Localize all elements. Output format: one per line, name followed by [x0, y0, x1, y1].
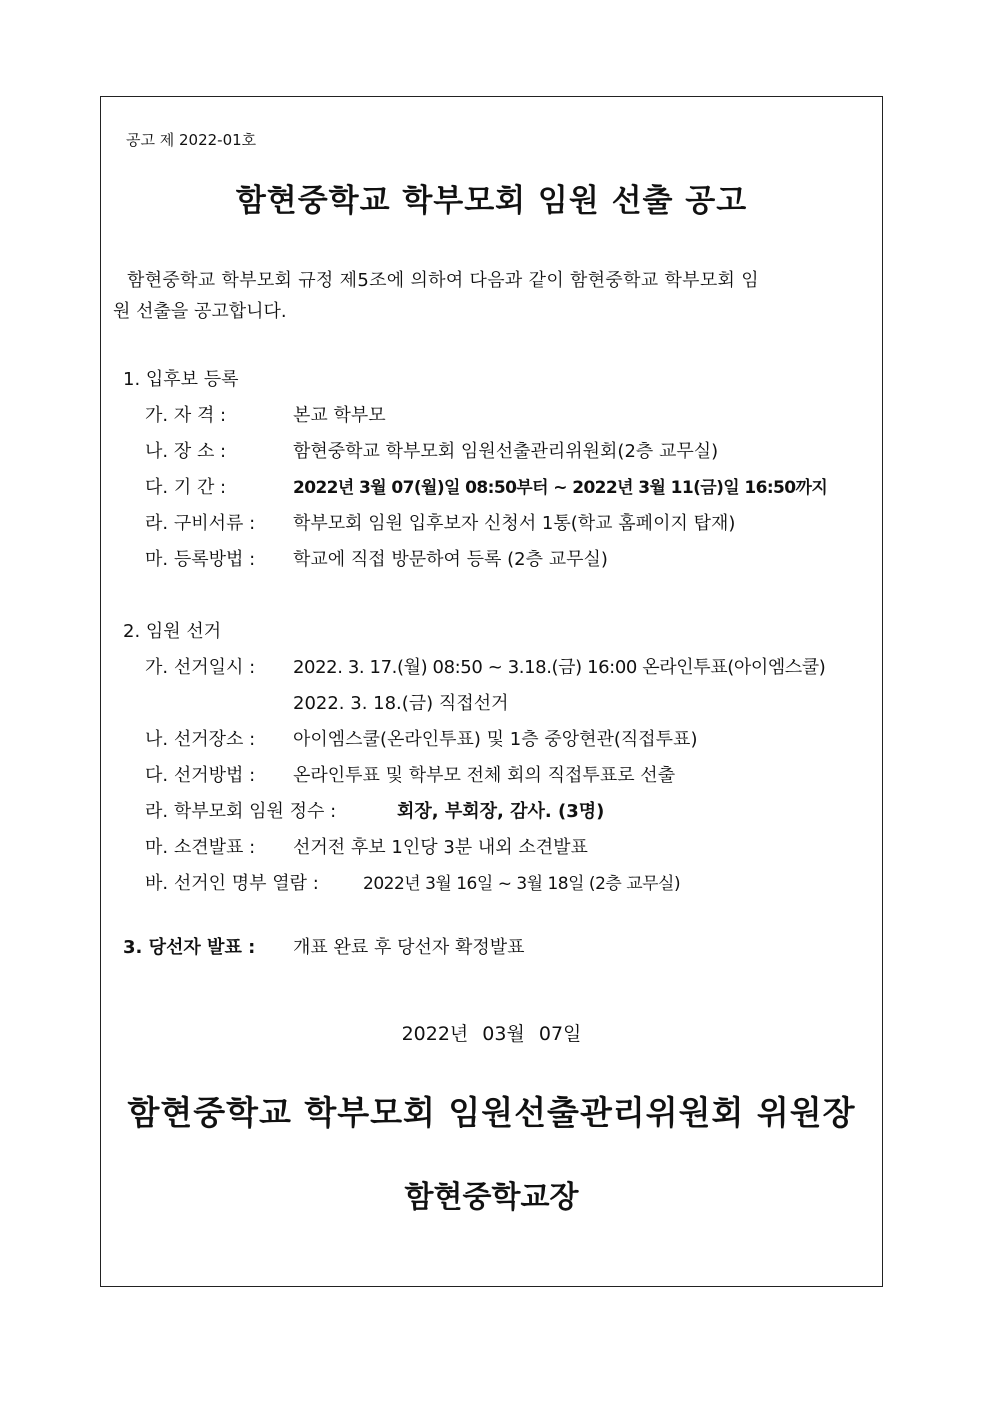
- section2-item: [145, 689, 508, 715]
- item-value: 2022년 3월 07(월)일 08:50부터 ~ 2022년 3월 11(금)일 16:50까지: [293, 478, 828, 498]
- item-value: 온라인투표 및 학부모 전체 회의 직접투표로 선출: [293, 765, 676, 786]
- intro-line-2: 원 선출을 공고합니다.: [113, 301, 287, 322]
- section3: [123, 933, 525, 959]
- section1-item: [145, 401, 386, 427]
- item-key: 나. 선거장소 :: [145, 729, 256, 750]
- item-key: [145, 689, 293, 715]
- item-value: 2022. 3. 18.(금) 직접선거: [293, 693, 509, 714]
- section2-item: [145, 797, 604, 823]
- item-key: 라. 학부모회 임원 정수 :: [145, 801, 337, 822]
- item-value: 학부모회 임원 입후보자 신청서 1통(학교 홈페이지 탑재): [293, 513, 736, 534]
- item-key: 마. 등록방법 :: [145, 549, 256, 570]
- item-key: 나. 장 소 :: [145, 441, 227, 462]
- section1-item: [145, 437, 718, 463]
- section2-item: [145, 725, 697, 751]
- item-value: 회장, 부회장, 감사. (3명): [397, 801, 605, 822]
- section1-item: [145, 473, 827, 499]
- item-key: 다. 선거방법 :: [145, 765, 256, 786]
- item-value: 선거전 후보 1인당 3분 내외 소견발표: [293, 837, 588, 858]
- item-key: 바. 선거인 명부 열람 :: [145, 873, 319, 894]
- item-key: 다. 기 간 :: [145, 477, 227, 498]
- signature-principal: 함현중학교장: [404, 1180, 579, 1215]
- section2-heading: 2. 임원 선거: [123, 621, 222, 642]
- section2-item: [145, 869, 680, 895]
- item-value: 2022년 3월 16일 ~ 3월 18일 (2층 교무실): [363, 874, 681, 894]
- intro-paragraph: [113, 265, 875, 327]
- section1-heading: 1. 입후보 등록: [123, 369, 239, 390]
- section2-item: [145, 761, 675, 787]
- notice-number: 공고 제 2022-01호: [126, 131, 257, 149]
- item-key: 가. 자 격 :: [145, 405, 227, 426]
- item-key: 가. 선거일시 :: [145, 657, 256, 678]
- section1-item: [145, 545, 608, 571]
- page-title: 함현중학교 학부모회 임원 선출 공고: [235, 183, 748, 219]
- signature-committee-chair: 함현중학교 학부모회 임원선출관리위원회 위원장: [127, 1093, 856, 1132]
- item-value: 2022. 3. 17.(월) 08:50 ~ 3.18.(금) 16:00 온라인투표(아이엠스쿨): [293, 657, 826, 678]
- notice-date: 2022년 03월 07일: [401, 1023, 582, 1045]
- section2-item: [145, 833, 588, 859]
- item-value: 학교에 직접 방문하여 등록 (2층 교무실): [293, 549, 608, 570]
- item-key: 마. 소견발표 :: [145, 837, 256, 858]
- intro-line-1: 함현중학교 학부모회 규정 제5조에 의하여 다음과 같이 함현중학교 학부모회 임: [127, 270, 759, 291]
- section1-item: [145, 509, 735, 535]
- item-key: 라. 구비서류 :: [145, 513, 256, 534]
- item-value: 함현중학교 학부모회 임원선출관리위원회(2층 교무실): [293, 441, 719, 462]
- section3-heading: 3. 당선자 발표 :: [123, 937, 256, 958]
- item-value: 아이엠스쿨(온라인투표) 및 1층 중앙현관(직접투표): [293, 729, 698, 750]
- item-value: 본교 학부모: [293, 405, 386, 426]
- notice-frame: [100, 96, 883, 1287]
- section2-item: [145, 653, 825, 679]
- section3-value: 개표 완료 후 당선자 확정발표: [293, 937, 525, 958]
